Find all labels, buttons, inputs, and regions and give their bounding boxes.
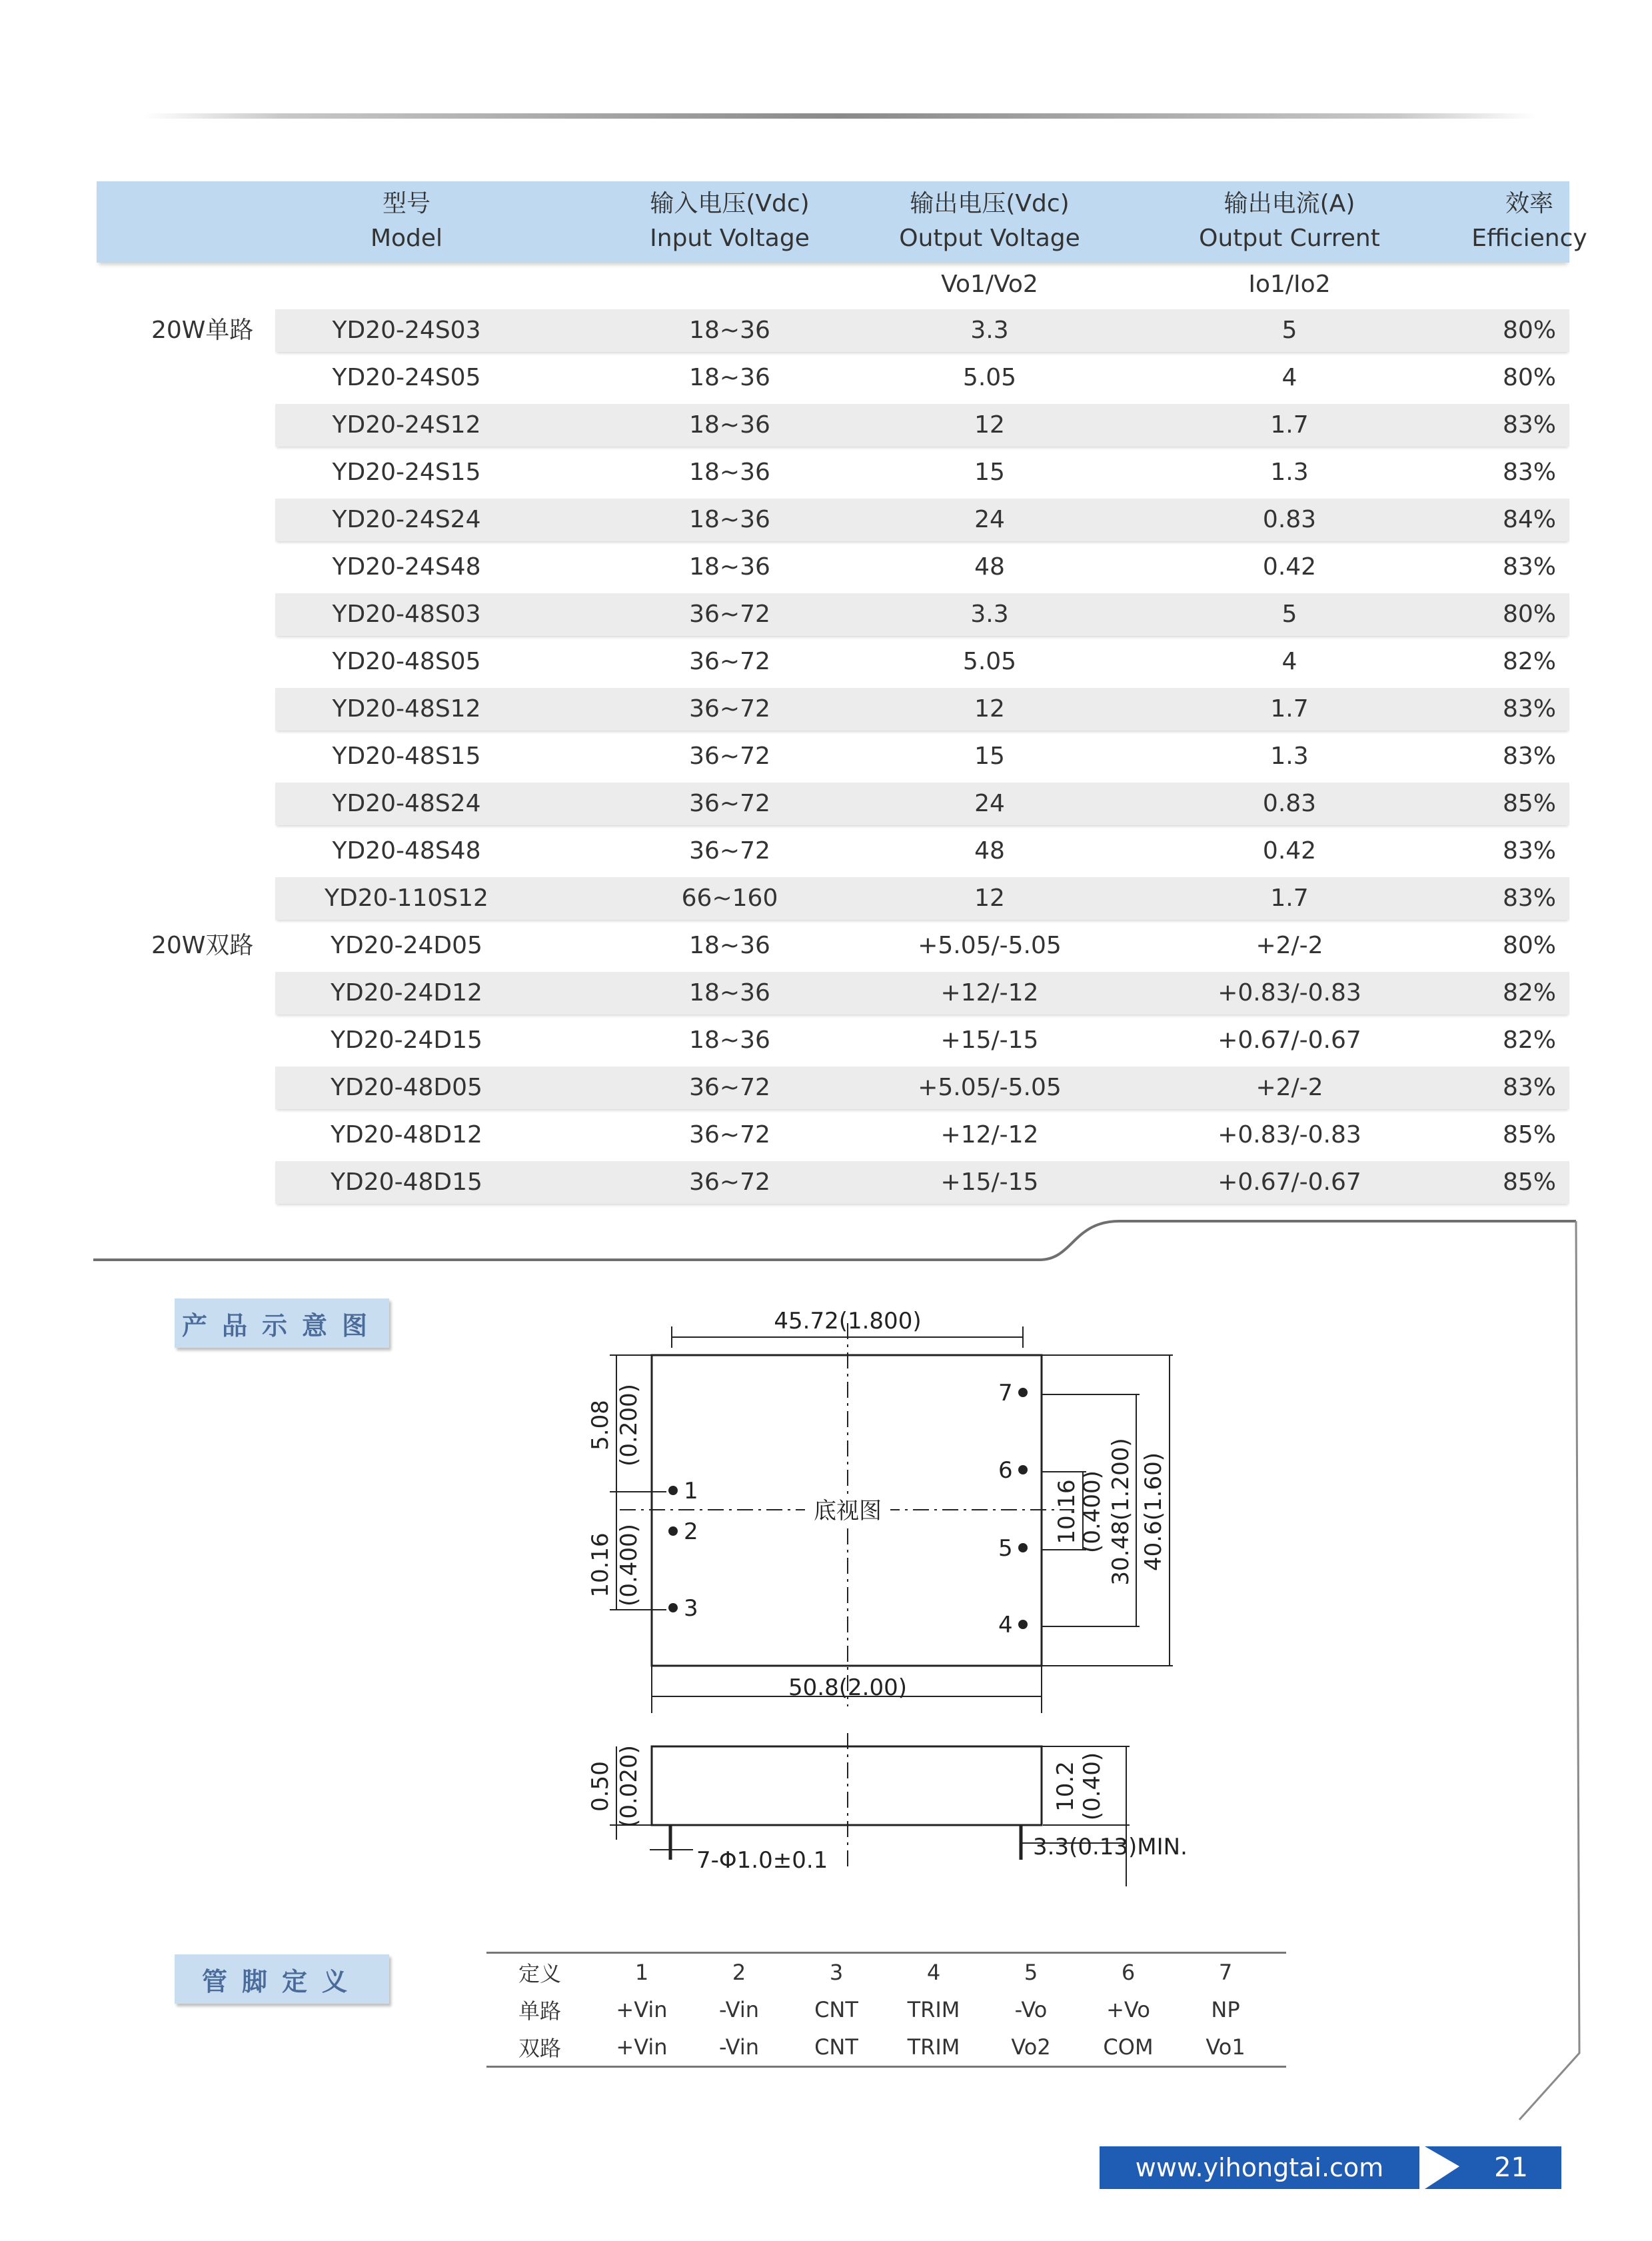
dim-left-lower-mm: 10.16	[587, 1532, 614, 1598]
cell-input-voltage: 18~36	[689, 1027, 770, 1054]
pin-cell: +Vin	[616, 2034, 668, 2060]
cell-efficiency: 82%	[1502, 648, 1556, 675]
pin-cell: -Vo	[1014, 1997, 1048, 2022]
header-input-voltage: 输入电压(Vdc) Input Voltage	[650, 190, 810, 252]
cell-input-voltage: 36~72	[689, 601, 770, 628]
cell-output-current: +0.67/-0.67	[1218, 1168, 1361, 1196]
cell-input-voltage: 36~72	[689, 695, 770, 723]
pin-dual-row	[486, 2028, 1286, 2066]
dim-right-inner-in: (0.400)	[1079, 1470, 1106, 1553]
cell-efficiency: 84%	[1502, 506, 1556, 533]
cell-efficiency: 83%	[1502, 459, 1556, 486]
cell-input-voltage: 18~36	[689, 364, 770, 391]
cell-model: YD20-24S03	[332, 317, 481, 344]
cell-model: YD20-48S48	[332, 837, 481, 865]
cell-output-current: +0.83/-0.83	[1218, 1121, 1361, 1148]
cell-output-current: 5	[1281, 601, 1297, 628]
cell-efficiency: 82%	[1502, 1027, 1556, 1054]
header-output-voltage: 输出电压(Vdc) Output Voltage	[899, 190, 1080, 252]
cell-output-current: 1.3	[1270, 459, 1309, 486]
cell-efficiency: 80%	[1502, 317, 1556, 344]
pin-3-label: 3	[684, 1595, 698, 1622]
cell-output-voltage: 48	[974, 553, 1005, 581]
pin-cell: 定义	[518, 1961, 561, 1986]
pin-cell: -Vin	[718, 1997, 760, 2022]
pin-cell: -Vin	[718, 2034, 760, 2060]
pin-cell: 双路	[518, 2036, 561, 2061]
cell-efficiency: 83%	[1502, 411, 1556, 439]
pin-7-label: 7	[998, 1380, 1013, 1406]
pin-cell: CNT	[814, 2034, 858, 2060]
cell-model: YD20-24D05	[331, 932, 482, 959]
pin-6-label: 6	[998, 1457, 1013, 1484]
row-group: 20W单路	[151, 317, 254, 344]
pin-cell: 6	[1121, 1960, 1136, 1985]
pin-single-row	[486, 1991, 1286, 2028]
cell-efficiency: 83%	[1502, 1074, 1556, 1101]
cell-model: YD20-24S15	[332, 459, 481, 486]
header-output-current: 输出电流(A) Output Current	[1199, 190, 1380, 252]
cell-output-current: 4	[1281, 364, 1297, 391]
subheader-vo: Vo1/Vo2	[941, 271, 1038, 298]
cell-output-voltage: 12	[974, 695, 1005, 723]
cell-output-voltage: +12/-12	[940, 1121, 1039, 1148]
cell-output-current: +2/-2	[1255, 1074, 1323, 1101]
pin-cell: 7	[1218, 1960, 1233, 1985]
cell-input-voltage: 18~36	[689, 979, 770, 1007]
cell-output-current: 0.42	[1262, 553, 1317, 581]
cell-model: YD20-24S48	[332, 553, 481, 581]
cell-input-voltage: 18~36	[689, 932, 770, 959]
cell-efficiency: 85%	[1502, 1121, 1556, 1148]
cell-model: YD20-24D15	[331, 1027, 482, 1054]
cell-input-voltage: 18~36	[689, 506, 770, 533]
dim-right-outer: 40.6(1.60)	[1140, 1452, 1167, 1571]
pin-cell: Vo2	[1011, 2034, 1051, 2060]
cell-efficiency: 85%	[1502, 790, 1556, 817]
cell-output-current: 1.3	[1270, 743, 1309, 770]
dim-right-inner-mm: 10.16	[1054, 1479, 1080, 1544]
cell-output-voltage: +12/-12	[940, 979, 1039, 1007]
dim-left-lower-in: (0.400)	[616, 1524, 642, 1606]
side-left-in: (0.020)	[616, 1745, 642, 1828]
cell-model: YD20-48D15	[331, 1168, 482, 1196]
cell-model: YD20-48S05	[332, 648, 481, 675]
cell-input-voltage: 36~72	[689, 790, 770, 817]
footer-url[interactable]: www.yihongtai.com	[1100, 2146, 1419, 2189]
cell-output-current: 0.42	[1262, 837, 1317, 865]
cell-output-voltage: 5.05	[962, 648, 1017, 675]
cell-output-voltage: 15	[974, 459, 1005, 486]
dim-left-upper-in: (0.200)	[616, 1384, 642, 1466]
cell-output-current: 4	[1281, 648, 1297, 675]
cell-efficiency: 83%	[1502, 743, 1556, 770]
side-right-mm: 10.2	[1052, 1761, 1079, 1812]
pin-cell: +Vin	[616, 1997, 668, 2022]
cell-output-voltage: 12	[974, 885, 1005, 912]
pin-cell: 4	[926, 1960, 941, 1985]
cell-output-voltage: +15/-15	[940, 1168, 1039, 1196]
cell-output-voltage: 12	[974, 411, 1005, 439]
cell-output-current: 0.83	[1262, 506, 1317, 533]
pin-cell: +Vo	[1106, 1997, 1150, 2022]
cell-output-current: +0.83/-0.83	[1218, 979, 1361, 1007]
cell-efficiency: 80%	[1502, 601, 1556, 628]
dim-left-upper-mm: 5.08	[587, 1400, 614, 1450]
cell-input-voltage: 36~72	[689, 1074, 770, 1101]
pin-length: 3.3(0.13)MIN.	[1033, 1834, 1188, 1860]
side-left-mm: 0.50	[587, 1761, 614, 1812]
pin-cell: 3	[829, 1960, 844, 1985]
cell-model: YD20-24S05	[332, 364, 481, 391]
cell-input-voltage: 36~72	[689, 1168, 770, 1196]
dim-width-bottom: 50.8(2.00)	[788, 1674, 907, 1701]
cell-model: YD20-24S12	[332, 411, 481, 439]
cell-output-voltage: 3.3	[970, 601, 1009, 628]
pin-4-marker	[1018, 1620, 1028, 1629]
pin-cell: NP	[1211, 1997, 1240, 2022]
pin-cell: TRIM	[907, 1997, 960, 2022]
pin-2-label: 2	[684, 1518, 698, 1545]
cell-efficiency: 83%	[1502, 553, 1556, 581]
cell-input-voltage: 18~36	[689, 553, 770, 581]
pin-definition-table	[486, 1952, 1286, 2068]
cell-output-voltage: +5.05/-5.05	[918, 1074, 1062, 1101]
cell-input-voltage: 36~72	[689, 837, 770, 865]
dim-width-top: 45.72(1.800)	[774, 1308, 922, 1334]
cell-input-voltage: 36~72	[689, 743, 770, 770]
cell-input-voltage: 18~36	[689, 317, 770, 344]
cell-output-voltage: +5.05/-5.05	[918, 932, 1062, 959]
cell-input-voltage: 36~72	[689, 648, 770, 675]
cell-model: YD20-48S24	[332, 790, 481, 817]
pin-5-marker	[1018, 1543, 1028, 1552]
cell-model: YD20-24D12	[331, 979, 482, 1007]
header-model: 型号 Model	[370, 190, 443, 252]
pin-6-marker	[1018, 1465, 1028, 1474]
pin-cell: 单路	[518, 1998, 561, 2024]
cell-efficiency: 85%	[1502, 1168, 1556, 1196]
pin-3-marker	[668, 1603, 678, 1612]
row-group: 20W双路	[151, 932, 254, 959]
pin-cell: 2	[732, 1960, 746, 1985]
cell-efficiency: 83%	[1502, 695, 1556, 723]
bottom-view-label: 底视图	[814, 1498, 882, 1524]
cell-efficiency: 83%	[1502, 885, 1556, 912]
cell-output-voltage: 24	[974, 506, 1005, 533]
pin-header-row	[486, 1954, 1286, 1991]
pin-1-marker	[668, 1486, 678, 1495]
cell-model: YD20-48D05	[331, 1074, 482, 1101]
cell-output-current: 1.7	[1270, 411, 1309, 439]
page-number: 21	[1494, 2152, 1528, 2183]
header-efficiency: 效率 Efficiency	[1471, 190, 1587, 252]
pin-cell: CNT	[814, 1997, 858, 2022]
side-right-in: (0.40)	[1079, 1752, 1106, 1821]
cell-model: YD20-48D12	[331, 1121, 482, 1148]
pin-cell: 1	[634, 1960, 649, 1985]
cell-efficiency: 83%	[1502, 837, 1556, 865]
pin-cell: 5	[1024, 1960, 1038, 1985]
pin-cell: Vo1	[1206, 2034, 1245, 2060]
cell-model: YD20-48S12	[332, 695, 481, 723]
cell-efficiency: 82%	[1502, 979, 1556, 1007]
cell-model: YD20-48S03	[332, 601, 481, 628]
dim-right-mid: 30.48(1.200)	[1108, 1438, 1134, 1586]
section-label-diagram: 产品示意图	[175, 1298, 389, 1348]
cell-output-current: 0.83	[1262, 790, 1317, 817]
cell-output-voltage: 48	[974, 837, 1005, 865]
pin-5-label: 5	[998, 1535, 1013, 1562]
cell-input-voltage: 18~36	[689, 459, 770, 486]
cell-output-current: 5	[1281, 317, 1297, 344]
pin-spec: 7-Φ1.0±0.1	[696, 1847, 828, 1874]
cell-efficiency: 80%	[1502, 932, 1556, 959]
module-side-outline	[652, 1746, 1042, 1825]
cell-input-voltage: 66~160	[681, 885, 778, 912]
cell-output-voltage: 24	[974, 790, 1005, 817]
pin-4-label: 4	[998, 1612, 1013, 1638]
section-label-pin-def: 管脚定义	[175, 1954, 389, 2004]
pin-7-marker	[1018, 1388, 1028, 1397]
pin-1-label: 1	[684, 1478, 698, 1504]
cell-input-voltage: 36~72	[689, 1121, 770, 1148]
cell-output-current: +2/-2	[1255, 932, 1323, 959]
pin-2-marker	[668, 1526, 678, 1536]
pin-cell: TRIM	[907, 2034, 960, 2060]
cell-output-current: +0.67/-0.67	[1218, 1027, 1361, 1054]
cell-input-voltage: 18~36	[689, 411, 770, 439]
cell-model: YD20-110S12	[325, 885, 488, 912]
cell-output-current: 1.7	[1270, 885, 1309, 912]
subheader-io: Io1/Io2	[1248, 271, 1331, 298]
cell-output-voltage: 3.3	[970, 317, 1009, 344]
cell-model: YD20-48S15	[332, 743, 481, 770]
cell-output-voltage: +15/-15	[940, 1027, 1039, 1054]
cell-output-voltage: 5.05	[962, 364, 1017, 391]
cell-model: YD20-24S24	[332, 506, 481, 533]
cell-output-current: 1.7	[1270, 695, 1309, 723]
cell-efficiency: 80%	[1502, 364, 1556, 391]
cell-output-voltage: 15	[974, 743, 1005, 770]
pin-cell: COM	[1103, 2034, 1154, 2060]
